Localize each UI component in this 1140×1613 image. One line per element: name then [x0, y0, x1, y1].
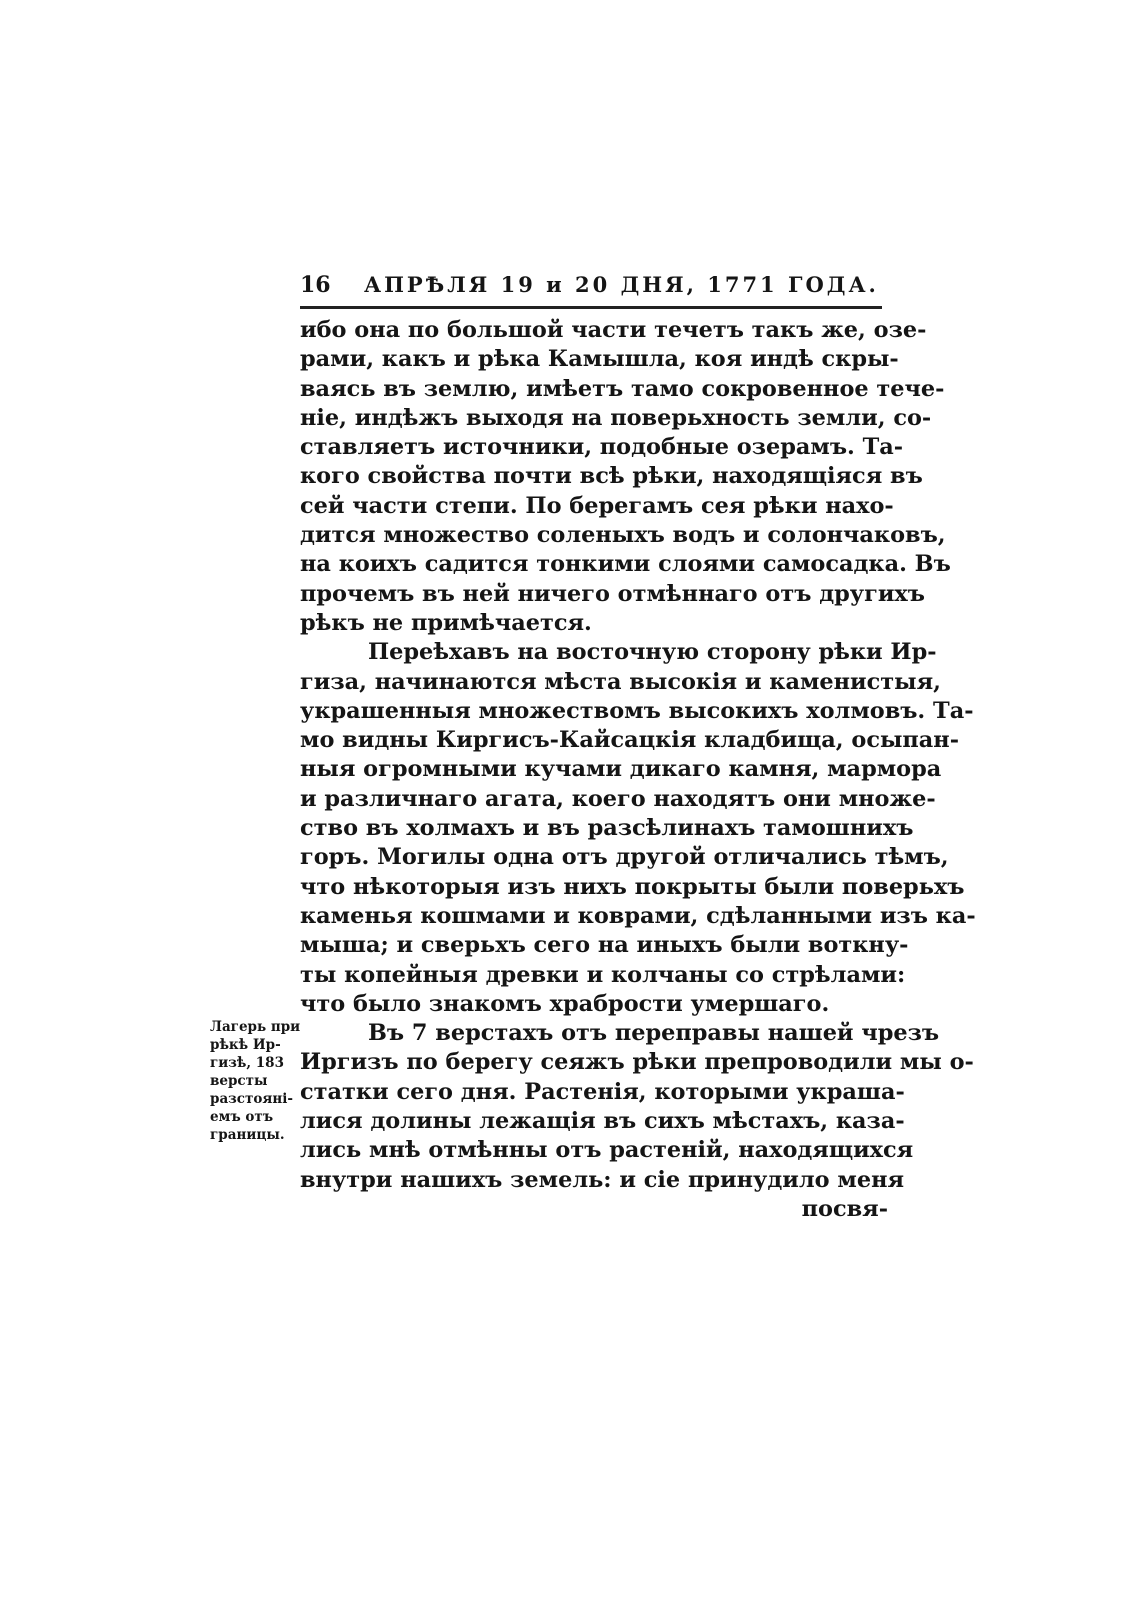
text-line: гиза, начинаются мѣста высокiя и каменистыя,: [300, 668, 941, 695]
page-number: 16: [300, 272, 331, 298]
text-line: статки сего дня. Растенiя, которыми украша-: [300, 1078, 905, 1105]
text-line: ство въ холмахъ и въ разсѣлинахъ тамошнихъ: [300, 815, 914, 842]
text-line: мо видны Киргисъ-Кайсацкiя кладбища, осыпан-: [300, 727, 959, 754]
marginal-note-line: Лагерь при: [210, 1019, 301, 1035]
catchword: посвя-: [801, 1195, 888, 1222]
text-line: и различнаго агата, коего находятъ они множе-: [300, 785, 936, 812]
text-line: горъ. Могилы одна отъ другой отличались тѣмъ,: [300, 844, 949, 871]
text-line: ты копейныя древки и колчаны со стрѣлами:: [300, 961, 906, 988]
text-line: кого свойства почти всѣ рѣки, находящiяся въ: [300, 463, 923, 490]
page-header: [300, 272, 880, 306]
text-line: сей части степи. По берегамъ сея рѣки нахо-: [300, 492, 894, 519]
text-line: ставляетъ источники, подобные озерамъ. Та-: [300, 434, 904, 461]
text-line: ибо она по большой части течетъ такъ же, озе-: [300, 317, 927, 343]
marginal-note-line: границы.: [210, 1127, 285, 1143]
text-line: украшенныя множествомъ высокихъ холмовъ. Та-: [300, 697, 974, 724]
paragraph-start-line: Переѣхавъ на восточную сторону рѣки Ир-: [368, 639, 937, 666]
marginal-note-line: гизѣ, 183: [210, 1055, 284, 1071]
text-line: Иргизъ по берегу сеяжъ рѣки препроводили мы о-: [300, 1049, 974, 1076]
marginal-note-line: версты: [210, 1073, 268, 1089]
paragraph-end-line: рѣкъ не примѣчается.: [300, 609, 592, 636]
text-line: на коихъ садится тонкими слоями самосадка. Въ: [300, 551, 951, 578]
text-line: что нѣкоторыя изъ нихъ покрыты были поверьхъ: [300, 873, 965, 900]
marginal-note-line: емъ отъ: [210, 1109, 274, 1125]
marginal-note: [210, 1018, 301, 1144]
text-line: прочемъ въ ней ничего отмѣннаго отъ другихъ: [300, 580, 925, 607]
paragraph-start-line: Въ 7 верстахъ отъ переправы нашей чрезъ: [368, 1020, 940, 1047]
text-line: ваясь въ землю, имѣетъ тамо сокровенное тече-: [300, 375, 945, 402]
text-line: внутри нашихъ земель: и сiе принудило меня: [300, 1166, 905, 1193]
text-line: рами, какъ и рѣка Камышла, коя индѣ скры-: [300, 346, 899, 373]
header-rule: [300, 306, 882, 309]
text-line: ныя огромными кучами дикаго камня, мармора: [300, 756, 942, 783]
marginal-note-line: рѣкѣ Ир-: [210, 1037, 281, 1053]
running-head: АПРѢЛЯ 19 и 20 ДНЯ, 1771 ГОДА.: [364, 272, 879, 297]
text-line: мыша; и сверьхъ сего на иныхъ были воткну-: [300, 932, 909, 959]
body-text: [300, 316, 976, 1224]
text-line: лись мнѣ отмѣнны отъ растенiй, находящихся: [300, 1137, 914, 1164]
text-line: каменья кошмами и коврами, сдѣланными изъ ка-: [300, 902, 976, 929]
paragraph-end-line: что было знакомъ храбрости умершаго.: [300, 990, 830, 1017]
text-line: лися долины лежащiя въ сихъ мѣстахъ, каза-: [300, 1108, 905, 1135]
text-line: дится множество соленыхъ водъ и солончаковъ,: [300, 522, 946, 549]
text-line: нiе, индѣжъ выходя на поверьхность земли, со-: [300, 404, 932, 431]
marginal-note-line: разстоянi-: [210, 1091, 293, 1107]
